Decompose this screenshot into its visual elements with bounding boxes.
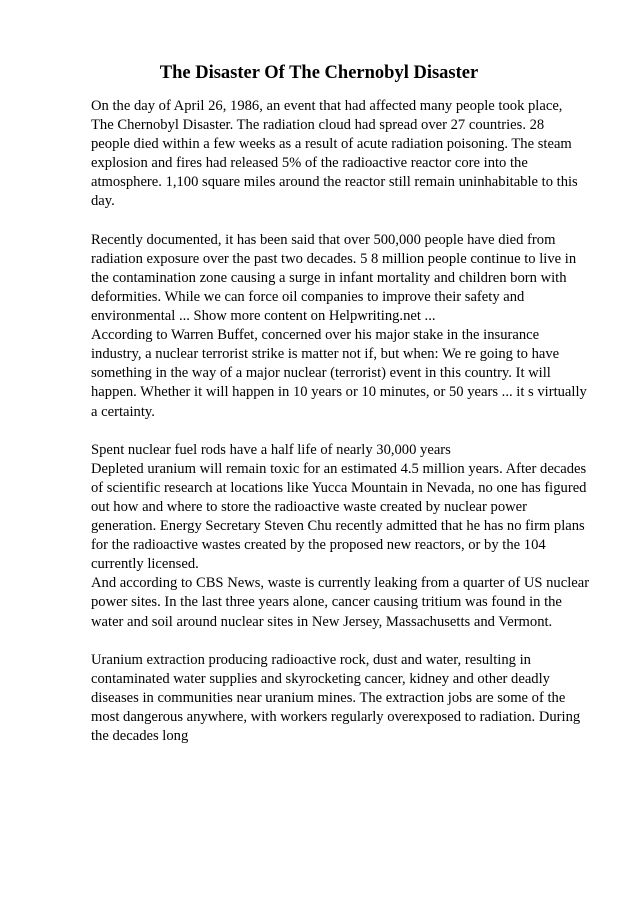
- text-line: currently licensed.: [91, 556, 199, 573]
- text-line: day.: [91, 193, 115, 210]
- text-line: On the day of April 26, 1986, an event that had affected many people took place,: [91, 98, 563, 114]
- text-line: According to Warren Buffet, concerned over his major stake in the insurance: [91, 327, 540, 344]
- paragraph-break: [91, 212, 601, 231]
- document-title: The Disaster Of The Chernobyl Disaster: [159, 63, 479, 83]
- paragraph-break: [91, 422, 601, 441]
- text-line: explosion and fires had released 5% of the radioactive reactor core into the: [91, 155, 528, 172]
- text-line: Spent nuclear fuel rods have a half life of nearly 30,000 years: [91, 441, 451, 458]
- text-line: deformities. While we can force oil companies to improve their safety and: [91, 288, 525, 305]
- text-line: contaminated water supplies and skyrocketing cancer, kidney and other deadly: [91, 670, 550, 687]
- text-line: Uranium extraction producing radioactive rock, dust and water, resulting in: [91, 651, 531, 668]
- text-line: Depleted uranium will remain toxic for an estimated 4.5 million years. After decades: [91, 460, 587, 477]
- text-line: a certainty.: [91, 403, 155, 420]
- text-line: people died within a few weeks as a result of acute radiation poisoning. The steam: [91, 136, 572, 153]
- text-line: The Chernobyl Disaster. The radiation cloud had spread over 27 countries. 28: [91, 117, 545, 134]
- text-line: happen. Whether it will happen in 10 years or 10 minutes, or 50 years ... it s virtually: [91, 384, 587, 401]
- text-line: out how and where to store the radioactive waste created by nuclear power: [91, 498, 528, 515]
- text-line: radiation exposure over the past two decades. 5 8 million people continue to live in: [91, 250, 577, 267]
- text-line: diseases in communities near uranium mines. The extraction jobs are some of the: [91, 689, 566, 706]
- text-line: power sites. In the last three years alone, cancer causing tritium was found in the: [91, 594, 562, 611]
- text-line: atmosphere. 1,100 square miles around the reactor still remain uninhabitable to this: [91, 174, 578, 191]
- text-line: something in the way of a major nuclear (terrorist) event in this country. It will: [91, 365, 551, 382]
- text-line: for the radioactive wastes created by the proposed new reactors, or by the 104: [91, 537, 546, 554]
- text-line: most dangerous anywhere, with workers regularly overexposed to radiation. During: [91, 709, 581, 725]
- document-body: [91, 97, 601, 746]
- text-line: the contamination zone causing a surge in infant mortality and children born with: [91, 269, 567, 286]
- text-line: generation. Energy Secretary Steven Chu recently admitted that he has no firm plans: [91, 518, 585, 535]
- paragraph-break: [91, 632, 601, 651]
- text-line: of scientific research at locations like Yucca Mountain in Nevada, no one has figured: [91, 479, 587, 496]
- text-line: And according to CBS News, waste is currently leaking from a quarter of US nuclear: [91, 575, 590, 592]
- text-line: the decades long: [91, 728, 189, 745]
- text-line: water and soil around nuclear sites in New Jersey, Massachusetts and Vermont.: [91, 613, 553, 630]
- text-line: environmental ... Show more content on Helpwriting.net ...: [91, 308, 436, 325]
- text-line: Recently documented, it has been said that over 500,000 people have died from: [91, 231, 556, 248]
- text-line: industry, a nuclear terrorist strike is matter not if, but when: We re going to have: [91, 346, 560, 363]
